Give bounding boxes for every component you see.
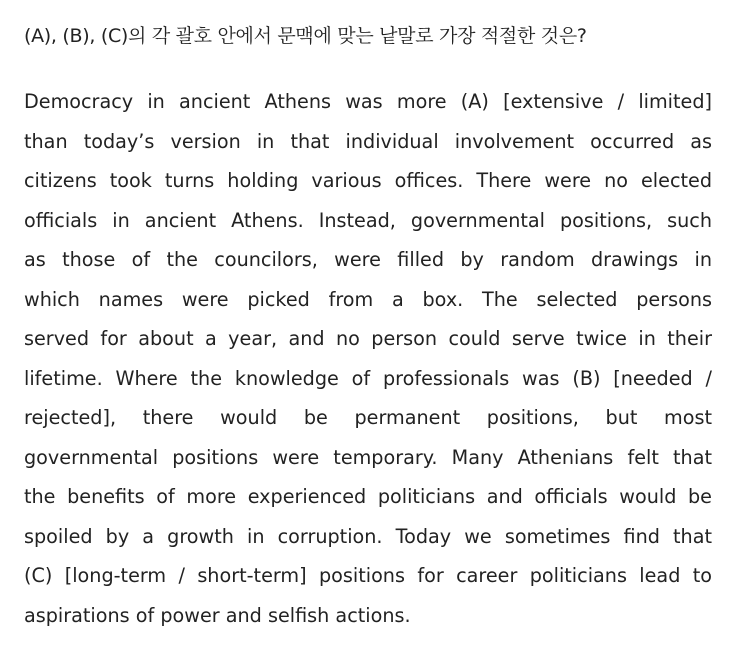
passage-line: governmental positions were temporary. Many Athenians felt that: [24, 445, 712, 469]
passage-line: than today’s version in that individual involvement occurred as: [24, 129, 712, 153]
passage-line: officials in ancient Athens. Instead, governmental positions, such: [24, 208, 712, 232]
passage-line: citizens took turns holding various offices. There were no elected: [24, 169, 712, 192]
document-page: [24, 20, 712, 635]
passage-line: Democracy in ancient Athens was more (A) [extensive / limited]: [24, 90, 712, 113]
passage-line: served for about a year, and no person could serve twice in their: [24, 327, 712, 350]
passage-line: the benefits of more experienced politicians and officials would be: [24, 485, 712, 508]
passage-line: aspirations of power and selfish actions.: [24, 603, 411, 627]
passage: [24, 82, 712, 635]
passage-line: which names were picked from a box. The selected persons: [24, 287, 712, 311]
passage-line: as those of the councilors, were filled by random drawings in: [24, 248, 712, 271]
passage-line: lifetime. Where the knowledge of professionals was (B) [needed /: [24, 366, 712, 390]
passage-line: spoiled by a growth in corruption. Today we sometimes find that: [24, 524, 712, 548]
passage-line: rejected], there would be permanent positions, but most: [24, 406, 712, 429]
question-prompt: (A), (B), (C)의 각 괄호 안에서 문맥에 맞는 낱말로 가장 적절한 것은?: [24, 25, 587, 47]
passage-line: (C) [long-term / short-term] positions for career politicians lead to: [24, 564, 712, 587]
